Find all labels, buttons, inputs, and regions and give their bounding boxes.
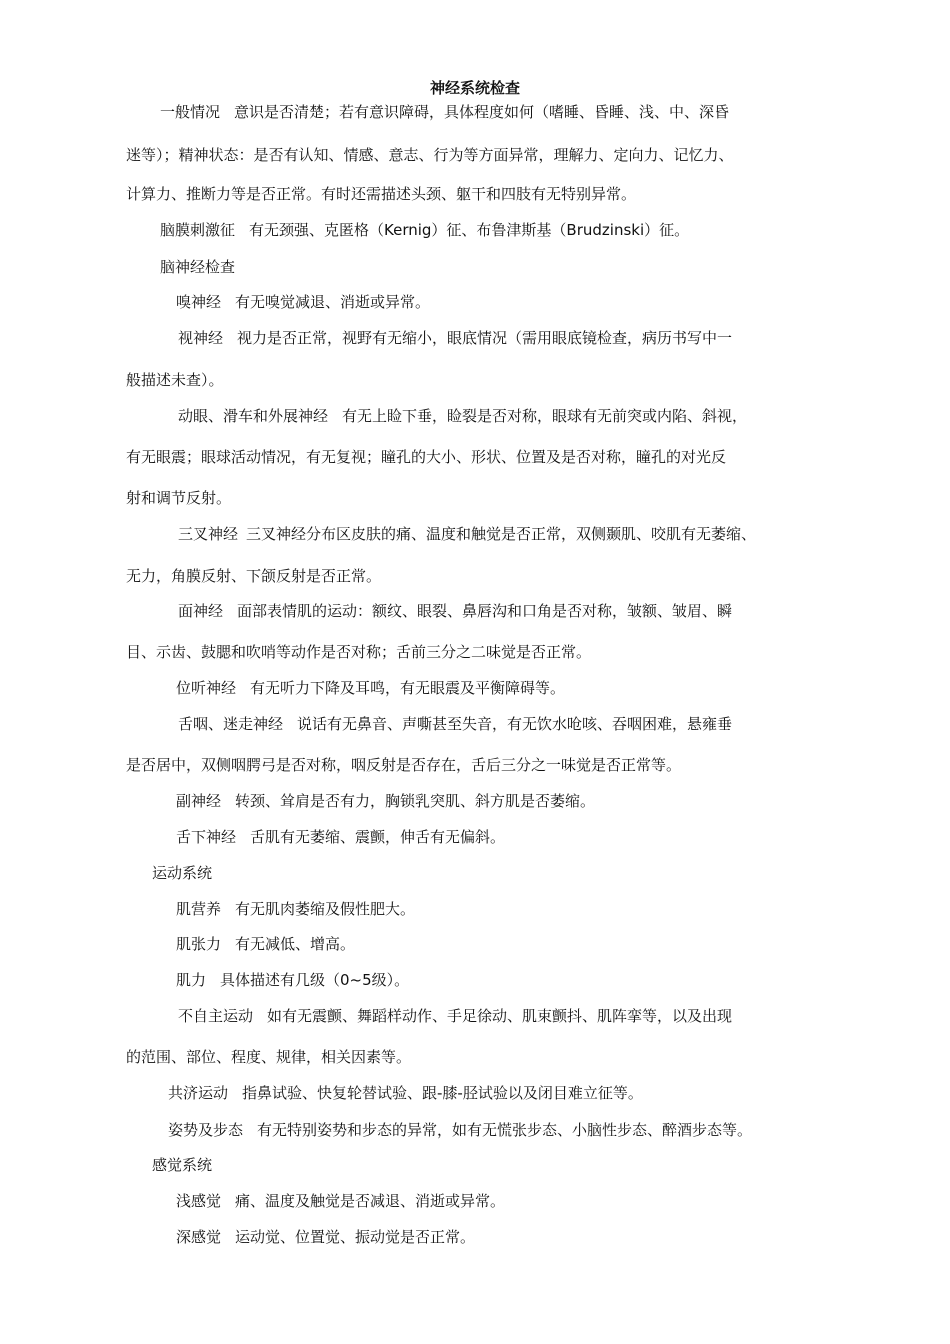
gait-text: 有无特别姿势和步态的异常，如有无慌张步态、小脑性步态、醉酒步态等。 — [257, 1121, 753, 1139]
power-label: 肌力 — [176, 971, 207, 989]
vestibulocochlear-line — [176, 678, 565, 698]
nutrition-text: 有无肌肉萎缩及假性肥大。 — [235, 900, 416, 918]
deep-text: 运动觉、位置觉、振动觉是否正常。 — [235, 1228, 476, 1246]
cranial-heading: 脑神经检查 — [160, 258, 236, 276]
involuntary-label: 不自主运动 — [178, 1007, 254, 1025]
general-line-1 — [160, 102, 729, 122]
oculomotor-text-1: 有无上睑下垂，睑裂是否对称，眼球有无前突或内陷、斜视， — [342, 407, 748, 425]
accessory-text: 转颈、耸肩是否有力，胸锁乳突肌、斜方肌是否萎缩。 — [235, 792, 596, 810]
optic-line-1 — [178, 328, 732, 348]
vestibulocochlear-text: 有无听力下降及耳鸣，有无眼震及平衡障碍等。 — [250, 679, 566, 697]
superficial-text: 痛、温度及触觉是否减退、消逝或异常。 — [235, 1192, 506, 1210]
glossopharyngeal-label: 舌咽、迷走神经 — [178, 715, 284, 733]
general-label: 一般情况 — [160, 103, 221, 121]
coordination-line — [168, 1083, 643, 1103]
motor-heading: 运动系统 — [152, 864, 213, 882]
hypoglossal-text: 舌肌有无萎缩、震颤，伸舌有无偏斜。 — [250, 828, 506, 846]
facial-label: 面神经 — [178, 602, 224, 620]
optic-line-2: 般描述未查）。 — [126, 371, 224, 389]
vestibulocochlear-label: 位听神经 — [176, 679, 237, 697]
optic-text-1: 视力是否正常，视野有无缩小，眼底情况（需用眼底镜检查，病历书写中一 — [237, 329, 733, 347]
meningeal-label: 脑膜刺激征 — [160, 221, 236, 239]
facial-line-1 — [178, 601, 732, 621]
tone-text: 有无减低、增高。 — [235, 935, 356, 953]
olfactory-label: 嗅神经 — [176, 293, 222, 311]
meningeal-text: 有无颈强、克匿格（Kernig）征、布鲁津斯基（Brudzinski）征。 — [249, 221, 690, 239]
glossopharyngeal-line-1 — [178, 714, 732, 734]
tone-line — [176, 934, 355, 954]
facial-text-1: 面部表情肌的运动：额纹、眼裂、鼻唇沟和口角是否对称，皱额、皱眉、瞬 — [237, 602, 733, 620]
superficial-line — [176, 1191, 505, 1211]
power-line — [176, 970, 409, 990]
deep-line — [176, 1227, 475, 1247]
nutrition-line — [176, 899, 415, 919]
accessory-label: 副神经 — [176, 792, 222, 810]
meningeal-line — [160, 220, 689, 240]
sensory-heading: 感觉系统 — [152, 1156, 213, 1174]
nutrition-label: 肌营养 — [176, 900, 222, 918]
oculomotor-line-3: 射和调节反射。 — [126, 489, 232, 507]
gait-label: 姿势及步态 — [168, 1121, 244, 1139]
hypoglossal-label: 舌下神经 — [176, 828, 237, 846]
general-line-2: 迷等）；精神状态：是否有认知、情感、意志、行为等方面异常，理解力、定向力、记忆力、 — [126, 146, 734, 164]
involuntary-text-1: 如有无震颤、舞蹈样动作、手足徐动、肌束颤抖、肌阵挛等，以及出现 — [267, 1007, 733, 1025]
oculomotor-line-1 — [178, 406, 747, 426]
trigeminal-label: 三叉神经 — [178, 525, 239, 543]
glossopharyngeal-text-1: 说话有无鼻音、声嘶甚至失音，有无饮水呛咳、吞咽困难，悬雍垂 — [297, 715, 733, 733]
deep-label: 深感觉 — [176, 1228, 222, 1246]
glossopharyngeal-line-2: 是否居中，双侧咽腭弓是否对称，咽反射是否存在，舌后三分之一味觉是否正常等。 — [126, 756, 682, 774]
general-text-1: 意识是否清楚；若有意识障碍，具体程度如何（嗜睡、昏睡、浅、中、深昏 — [234, 103, 730, 121]
tone-label: 肌张力 — [176, 935, 222, 953]
power-text: 具体描述有几级（0~5级）。 — [220, 971, 410, 989]
page-title: 神经系统检查 — [429, 79, 520, 97]
superficial-label: 浅感觉 — [176, 1192, 222, 1210]
trigeminal-text-1: 三叉神经分布区皮肤的痛、温度和触觉是否正常，双侧颞肌、咬肌有无萎缩、 — [246, 525, 757, 543]
involuntary-line-1 — [178, 1006, 732, 1026]
involuntary-line-2: 的范围、部位、程度、规律，相关因素等。 — [126, 1048, 412, 1066]
facial-line-2: 目、示齿、鼓腮和吹哨等动作是否对称；舌前三分之二味觉是否正常。 — [126, 643, 592, 661]
coordination-text: 指鼻试验、快复轮替试验、跟-膝-胫试验以及闭目难立征等。 — [242, 1084, 643, 1102]
general-line-3: 计算力、推断力等是否正常。有时还需描述头颈、躯干和四肢有无特别异常。 — [126, 185, 637, 203]
olfactory-line — [176, 292, 430, 312]
oculomotor-line-2: 有无眼震；眼球活动情况，有无复视；瞳孔的大小、形状、位置及是否对称，瞳孔的对光反 — [126, 448, 727, 466]
accessory-line — [176, 791, 595, 811]
trigeminal-line-1 — [178, 524, 756, 544]
gait-line — [168, 1120, 752, 1140]
optic-label: 视神经 — [178, 329, 224, 347]
hypoglossal-line — [176, 827, 505, 847]
coordination-label: 共济运动 — [168, 1084, 229, 1102]
oculomotor-label: 动眼、滑车和外展神经 — [178, 407, 329, 425]
trigeminal-line-2: 无力，角膜反射、下颌反射是否正常。 — [126, 567, 382, 585]
olfactory-text: 有无嗅觉减退、消逝或异常。 — [235, 293, 431, 311]
